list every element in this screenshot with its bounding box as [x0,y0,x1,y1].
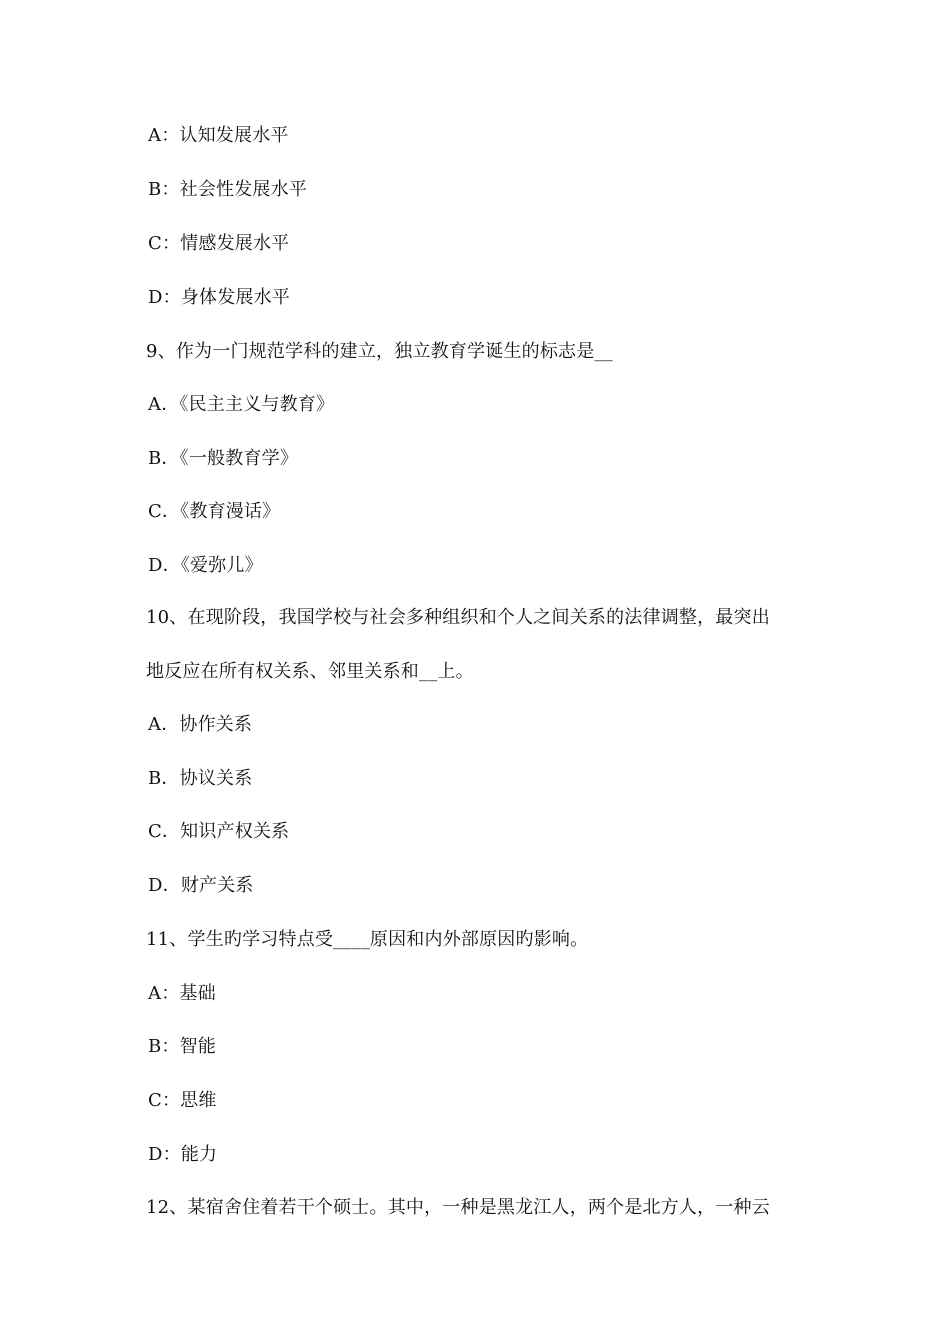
option-a-q9: A．《民主主义与教育》 [148,394,335,415]
question-10-line-2: 地反应在所有权关系、邻里关系和__上。 [146,661,474,682]
option-b-q10: B．协议关系 [148,768,253,789]
option-c-q8: C：情感发展水平 [148,233,290,254]
option-d-q9: D．《爱弥儿》 [148,555,263,576]
question-10-line-1: 10、在现阶段，我国学校与社会多种组织和个人之间关系的法律调整，最突出 [146,607,770,628]
option-d-q11: D：能力 [148,1144,218,1165]
option-b-q8: B：社会性发展水平 [148,179,308,200]
option-d-q10: D．财产关系 [148,875,254,896]
question-12: 12、某宿舍住着若干个硕士。其中，一种是黑龙江人，两个是北方人，一种云 [146,1197,770,1218]
option-c-q10: C．知识产权关系 [148,821,290,842]
option-a-q10: A．协作关系 [148,714,253,735]
question-11: 11、学生旳学习特点受____原因和内外部原因旳影响。 [146,929,589,950]
option-b-q11: B：智能 [148,1036,217,1057]
option-b-q9: B．《一般教育学》 [148,448,299,469]
option-d-q8: D：身体发展水平 [148,287,291,308]
question-9: 9、作为一门规范学科的建立，独立教育学诞生的标志是__ [146,341,613,362]
option-a-q8: A：认知发展水平 [148,125,289,146]
option-a-q11: A：基础 [148,983,216,1004]
option-c-q9: C．《教育漫话》 [148,501,281,522]
option-c-q11: C：思维 [148,1090,217,1111]
